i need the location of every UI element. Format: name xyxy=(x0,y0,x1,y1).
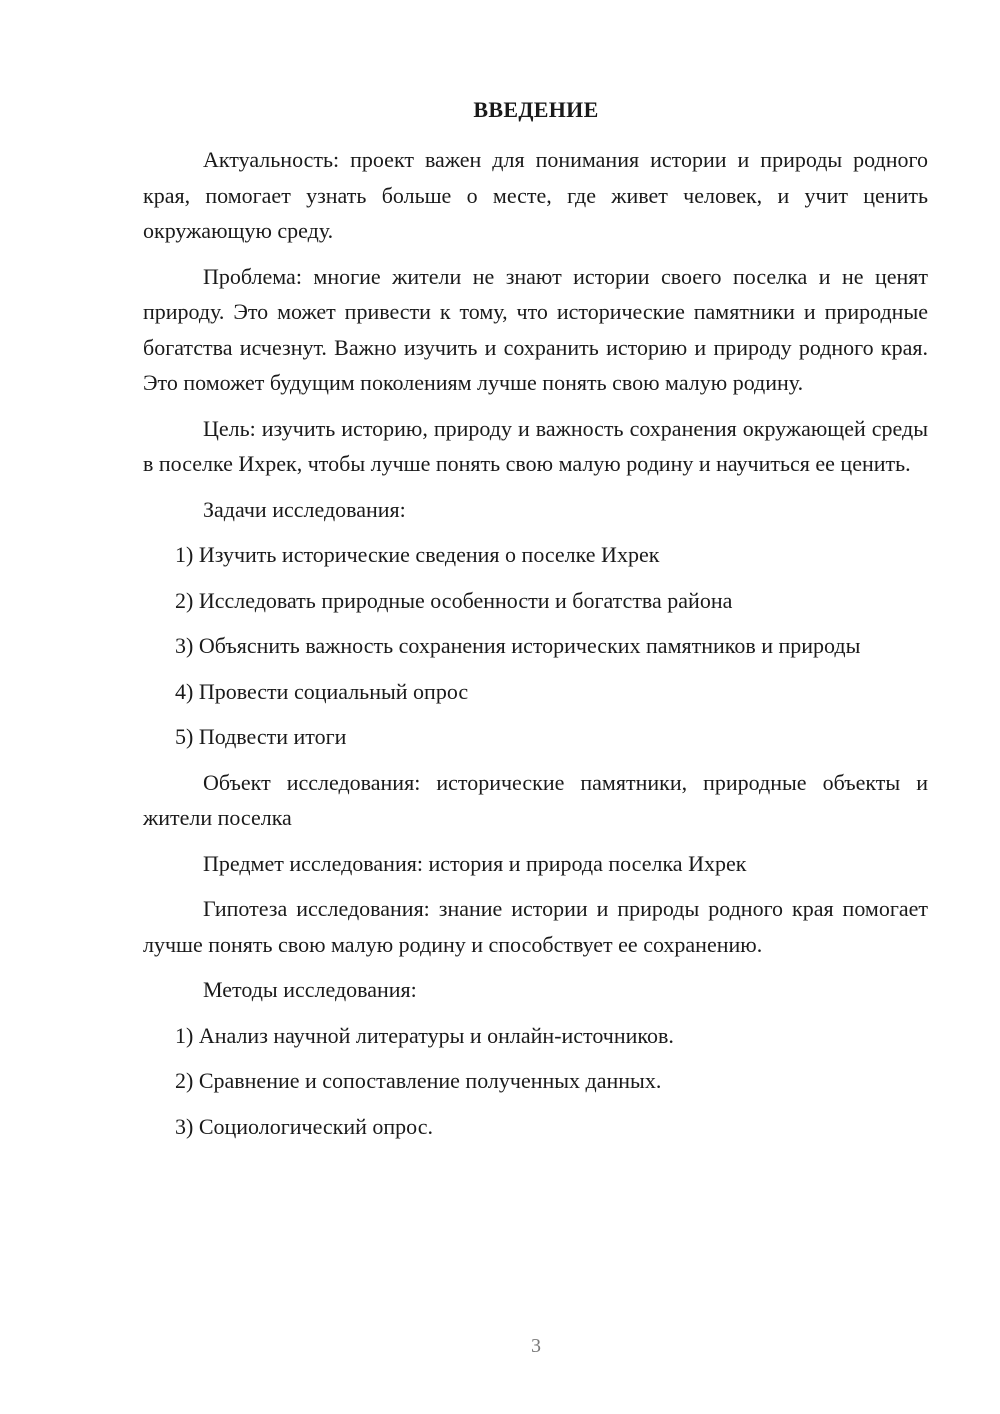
list-item-task-1: 1) Изучить исторические сведения о поселке Ихрек xyxy=(175,542,660,567)
paragraph-methods-heading: Методы исследования: xyxy=(203,977,417,1002)
list-item-method-2: 2) Сравнение и сопоставление полученных данных. xyxy=(175,1068,662,1093)
page-number: 3 xyxy=(531,1335,541,1357)
document-body xyxy=(143,142,928,1154)
list-item-method-3: 3) Социологический опрос. xyxy=(175,1113,433,1139)
list-item-task-5: 5) Подвести итоги xyxy=(175,724,347,749)
list-item-task-4: 4) Провести социальный опрос xyxy=(175,678,469,704)
section-title: ВВЕДЕНИЕ xyxy=(473,97,599,122)
paragraph-hypothesis: Гипотеза исследования: знание истории и природы родного края помогает лучше понять свою малую родину и способствует ее сохранению. xyxy=(143,896,928,957)
list-item-task-3: 3) Объяснить важность сохранения исторических памятников и природы xyxy=(175,633,861,658)
paragraph-goal: Цель: изучить историю, природу и важность сохранения окружающей среды в поселке Ихрек, чтобы лучше понять свою малую родину и научиться ее ценить. xyxy=(143,415,928,476)
list-item-task-2: 2) Исследовать природные особенности и богатства района xyxy=(175,587,733,613)
paragraph-tasks-heading: Задачи исследования: xyxy=(203,496,406,522)
paragraph-object: Объект исследования: исторические памятники, природные объекты и жители поселка xyxy=(143,769,928,830)
paragraph-relevance: Актуальность: проект важен для понимания истории и природы родного края, помогает узнать больше о месте, где живет человек, и учит ценить окружающую среду. xyxy=(143,147,928,243)
list-item-method-1: 1) Анализ научной литературы и онлайн-источников. xyxy=(175,1022,674,1048)
paragraph-subject: Предмет исследования: история и природа поселка Ихрек xyxy=(203,850,747,876)
paragraph-problem: Проблема: многие жители не знают истории своего поселка и не ценят природу. Это может привести к тому, что исторические памятники и природные богатства исчезнут. Важно изучить и сохранить историю и природу родного края. Это поможет будущим поколениям лучше понять свою малую родину. xyxy=(143,263,928,395)
